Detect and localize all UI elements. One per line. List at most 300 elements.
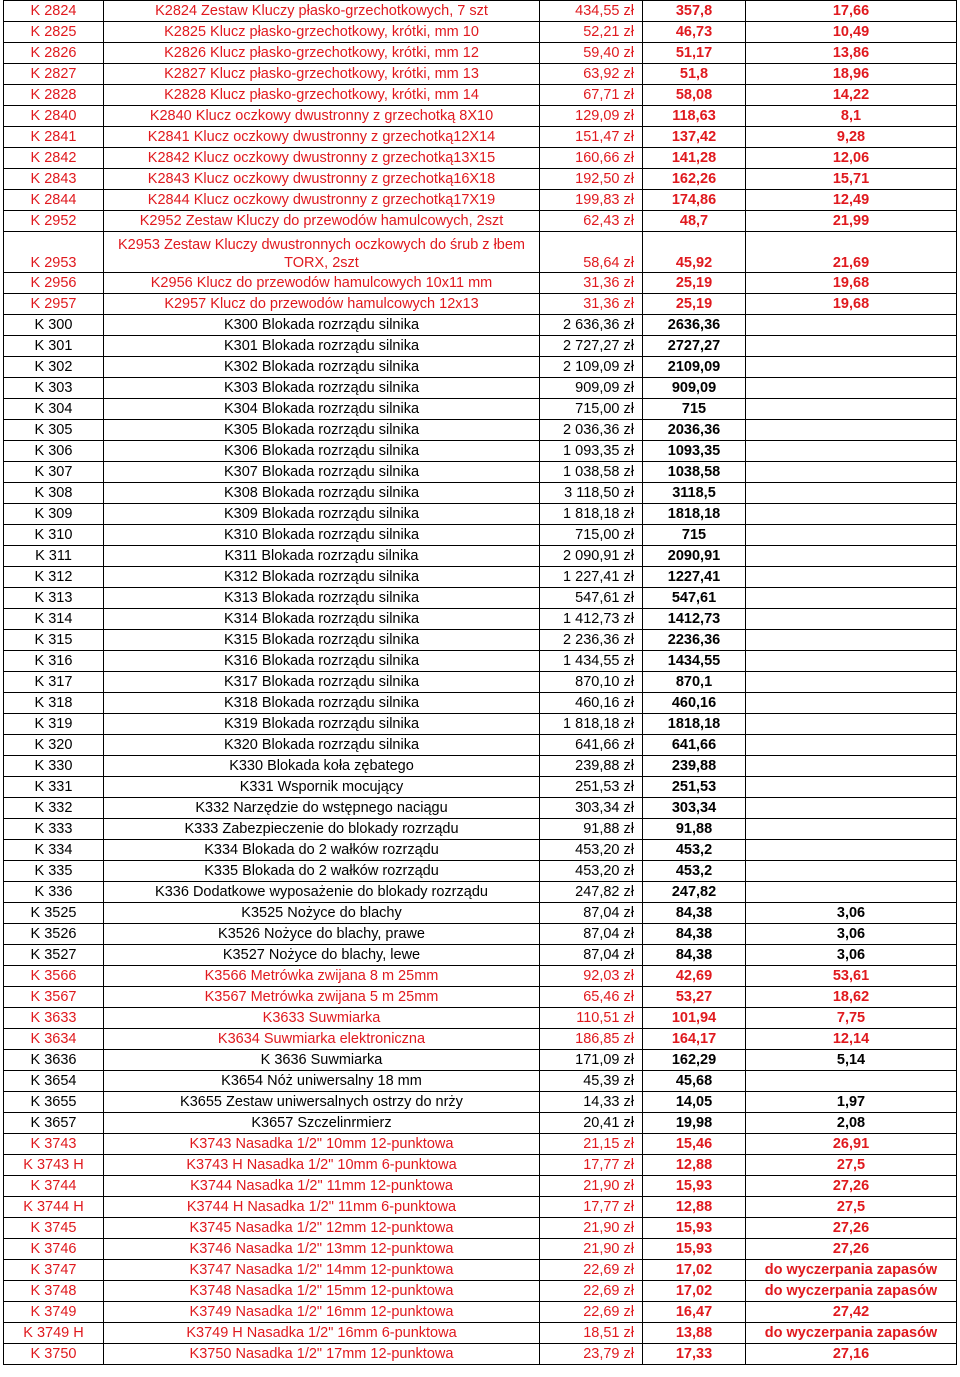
price-extra-cell: 27,5 <box>746 1197 957 1218</box>
price-extra-cell: 8,1 <box>746 106 957 127</box>
table-row <box>4 336 957 357</box>
product-name-cell: K314 Blokada rozrządu silnika <box>104 609 540 630</box>
price-net-cell: 239,88 <box>643 756 746 777</box>
product-name-cell: K 3636 Suwmiarka <box>104 1050 540 1071</box>
product-name-cell: K3654 Nóż uniwersalny 18 mm <box>104 1071 540 1092</box>
table-row <box>4 525 957 546</box>
table-row <box>4 1 957 22</box>
table-row <box>4 609 957 630</box>
product-code-cell: K 2844 <box>4 190 104 211</box>
price-extra-cell <box>746 441 957 462</box>
price-extra-cell: 27,42 <box>746 1302 957 1323</box>
price-extra-cell: 19,68 <box>746 294 957 315</box>
product-name-cell: K3744 H Nasadka 1/2" 11mm 6-punktowa <box>104 1197 540 1218</box>
price-net-cell: 3118,5 <box>643 483 746 504</box>
price-extra-cell: 13,86 <box>746 43 957 64</box>
price-gross-cell: 110,51 zł <box>540 1008 643 1029</box>
price-gross-cell: 1 093,35 zł <box>540 441 643 462</box>
product-name-cell: K3748 Nasadka 1/2" 15mm 12-punktowa <box>104 1281 540 1302</box>
price-gross-cell: 460,16 zł <box>540 693 643 714</box>
table-row <box>4 504 957 525</box>
price-net-cell: 453,2 <box>643 840 746 861</box>
price-net-cell: 1434,55 <box>643 651 746 672</box>
price-net-cell: 2636,36 <box>643 315 746 336</box>
product-name-cell: K3749 H Nasadka 1/2" 16mm 6-punktowa <box>104 1323 540 1344</box>
price-net-cell: 547,61 <box>643 588 746 609</box>
product-name-cell: K3750 Nasadka 1/2" 17mm 12-punktowa <box>104 1344 540 1365</box>
table-row <box>4 735 957 756</box>
price-gross-cell: 58,64 zł <box>540 232 643 273</box>
table-row <box>4 630 957 651</box>
table-row <box>4 819 957 840</box>
product-code-cell: K 2842 <box>4 148 104 169</box>
price-gross-cell: 21,90 zł <box>540 1176 643 1197</box>
price-net-cell: 12,88 <box>643 1155 746 1176</box>
table-row <box>4 378 957 399</box>
product-code-cell: K 3654 <box>4 1071 104 1092</box>
price-net-cell: 15,93 <box>643 1218 746 1239</box>
product-name-cell: K330 Blokada koła zębatego <box>104 756 540 777</box>
table-row <box>4 924 957 945</box>
price-extra-cell: 27,16 <box>746 1344 957 1365</box>
price-net-cell: 12,88 <box>643 1197 746 1218</box>
price-net-cell: 17,02 <box>643 1260 746 1281</box>
price-gross-cell: 247,82 zł <box>540 882 643 903</box>
price-gross-cell: 2 109,09 zł <box>540 357 643 378</box>
price-gross-cell: 192,50 zł <box>540 169 643 190</box>
price-net-cell: 51,17 <box>643 43 746 64</box>
product-code-cell: K 2840 <box>4 106 104 127</box>
product-name-cell: K334 Blokada do 2 wałków rozrządu <box>104 840 540 861</box>
price-extra-cell: 17,66 <box>746 1 957 22</box>
product-code-cell: K 2827 <box>4 64 104 85</box>
price-gross-cell: 63,92 zł <box>540 64 643 85</box>
product-name-cell: K2843 Klucz oczkowy dwustronny z grzechotką16X18 <box>104 169 540 190</box>
product-name-cell: K303 Blokada rozrządu silnika <box>104 378 540 399</box>
product-name-cell: K2828 Klucz płasko-grzechotkowy, krótki, mm 14 <box>104 85 540 106</box>
price-gross-cell: 22,69 zł <box>540 1260 643 1281</box>
price-net-cell: 42,69 <box>643 966 746 987</box>
price-net-cell: 715 <box>643 525 746 546</box>
price-extra-cell <box>746 672 957 693</box>
price-gross-cell: 171,09 zł <box>540 1050 643 1071</box>
product-code-cell: K 311 <box>4 546 104 567</box>
price-net-cell: 16,47 <box>643 1302 746 1323</box>
price-extra-cell <box>746 420 957 441</box>
table-row <box>4 22 957 43</box>
price-net-cell: 101,94 <box>643 1008 746 1029</box>
price-gross-cell: 3 118,50 zł <box>540 483 643 504</box>
price-gross-cell: 14,33 zł <box>540 1092 643 1113</box>
product-code-cell: K 333 <box>4 819 104 840</box>
product-code-cell: K 308 <box>4 483 104 504</box>
product-name-cell: K315 Blokada rozrządu silnika <box>104 630 540 651</box>
price-extra-cell: 26,91 <box>746 1134 957 1155</box>
price-gross-cell: 67,71 zł <box>540 85 643 106</box>
product-code-cell: K 3525 <box>4 903 104 924</box>
price-gross-cell: 251,53 zł <box>540 777 643 798</box>
table-row <box>4 1239 957 1260</box>
price-net-cell: 2236,36 <box>643 630 746 651</box>
product-name-cell: K3744 Nasadka 1/2" 11mm 12-punktowa <box>104 1176 540 1197</box>
price-extra-cell <box>746 336 957 357</box>
price-extra-cell: 7,75 <box>746 1008 957 1029</box>
price-extra-cell <box>746 735 957 756</box>
table-row <box>4 966 957 987</box>
product-name-cell: K300 Blokada rozrządu silnika <box>104 315 540 336</box>
price-extra-cell: 3,06 <box>746 924 957 945</box>
product-name-cell: K336 Dodatkowe wyposażenie do blokady rozrządu <box>104 882 540 903</box>
product-name-cell: K311 Blokada rozrządu silnika <box>104 546 540 567</box>
table-row <box>4 64 957 85</box>
product-name-cell: K3747 Nasadka 1/2" 14mm 12-punktowa <box>104 1260 540 1281</box>
price-gross-cell: 1 038,58 zł <box>540 462 643 483</box>
price-gross-cell: 239,88 zł <box>540 756 643 777</box>
table-row <box>4 85 957 106</box>
price-extra-cell: do wyczerpania zapasów <box>746 1323 957 1344</box>
price-gross-cell: 1 818,18 zł <box>540 504 643 525</box>
table-row <box>4 190 957 211</box>
product-code-cell: K 307 <box>4 462 104 483</box>
price-gross-cell: 20,41 zł <box>540 1113 643 1134</box>
price-gross-cell: 1 412,73 zł <box>540 609 643 630</box>
price-gross-cell: 2 090,91 zł <box>540 546 643 567</box>
table-row <box>4 840 957 861</box>
price-net-cell: 174,86 <box>643 190 746 211</box>
price-net-cell: 2727,27 <box>643 336 746 357</box>
product-code-cell: K 3526 <box>4 924 104 945</box>
price-net-cell: 2090,91 <box>643 546 746 567</box>
product-code-cell: K 3633 <box>4 1008 104 1029</box>
product-code-cell: K 3636 <box>4 1050 104 1071</box>
table-row <box>4 987 957 1008</box>
product-name-cell: K302 Blokada rozrządu silnika <box>104 357 540 378</box>
table-row <box>4 315 957 336</box>
price-gross-cell: 87,04 zł <box>540 903 643 924</box>
table-row <box>4 1197 957 1218</box>
price-extra-cell <box>746 483 957 504</box>
table-row <box>4 861 957 882</box>
product-code-cell: K 312 <box>4 567 104 588</box>
product-code-cell: K 2826 <box>4 43 104 64</box>
price-net-cell: 247,82 <box>643 882 746 903</box>
price-gross-cell: 434,55 zł <box>540 1 643 22</box>
product-name-cell: K3527 Nożyce do blachy, lewe <box>104 945 540 966</box>
product-code-cell: K 2824 <box>4 1 104 22</box>
price-extra-cell <box>746 357 957 378</box>
price-net-cell: 909,09 <box>643 378 746 399</box>
price-net-cell: 91,88 <box>643 819 746 840</box>
price-gross-cell: 715,00 zł <box>540 525 643 546</box>
table-row <box>4 148 957 169</box>
product-code-cell: K 3744 <box>4 1176 104 1197</box>
price-net-cell: 2109,09 <box>643 357 746 378</box>
product-code-cell: K 2956 <box>4 273 104 294</box>
product-name-cell: K2825 Klucz płasko-grzechotkowy, krótki, mm 10 <box>104 22 540 43</box>
product-name-cell: K320 Blokada rozrządu silnika <box>104 735 540 756</box>
price-gross-cell: 1 434,55 zł <box>540 651 643 672</box>
product-code-cell: K 2828 <box>4 85 104 106</box>
price-net-cell: 715 <box>643 399 746 420</box>
price-net-cell: 84,38 <box>643 924 746 945</box>
product-code-cell: K 2953 <box>4 232 104 273</box>
table-row <box>4 1134 957 1155</box>
product-code-cell: K 334 <box>4 840 104 861</box>
table-row <box>4 462 957 483</box>
product-code-cell: K 300 <box>4 315 104 336</box>
price-gross-cell: 186,85 zł <box>540 1029 643 1050</box>
product-code-cell: K 320 <box>4 735 104 756</box>
table-row <box>4 1281 957 1302</box>
price-gross-cell: 17,77 zł <box>540 1197 643 1218</box>
product-name-cell: K335 Blokada do 2 wałków rozrządu <box>104 861 540 882</box>
price-gross-cell: 21,90 zł <box>540 1218 643 1239</box>
product-code-cell: K 335 <box>4 861 104 882</box>
price-net-cell: 25,19 <box>643 294 746 315</box>
price-extra-cell <box>746 462 957 483</box>
price-gross-cell: 45,39 zł <box>540 1071 643 1092</box>
product-name-cell: K2842 Klucz oczkowy dwustronny z grzechotką13X15 <box>104 148 540 169</box>
product-name-cell: K3745 Nasadka 1/2" 12mm 12-punktowa <box>104 1218 540 1239</box>
price-net-cell: 17,33 <box>643 1344 746 1365</box>
price-extra-cell: 10,49 <box>746 22 957 43</box>
price-net-cell: 118,63 <box>643 106 746 127</box>
table-row <box>4 294 957 315</box>
table-row <box>4 1260 957 1281</box>
product-code-cell: K 3527 <box>4 945 104 966</box>
price-extra-cell <box>746 861 957 882</box>
price-extra-cell <box>746 798 957 819</box>
price-extra-cell: do wyczerpania zapasów <box>746 1281 957 1302</box>
price-extra-cell <box>746 882 957 903</box>
price-extra-cell <box>746 399 957 420</box>
price-net-cell: 15,93 <box>643 1176 746 1197</box>
price-gross-cell: 31,36 zł <box>540 294 643 315</box>
product-name-cell: K3526 Nożyce do blachy, prawe <box>104 924 540 945</box>
price-extra-cell: 18,62 <box>746 987 957 1008</box>
price-net-cell: 1038,58 <box>643 462 746 483</box>
price-gross-cell: 65,46 zł <box>540 987 643 1008</box>
product-name-cell: K2956 Klucz do przewodów hamulcowych 10x11 mm <box>104 273 540 294</box>
product-code-cell: K 306 <box>4 441 104 462</box>
product-name-cell: K2827 Klucz płasko-grzechotkowy, krótki, mm 13 <box>104 64 540 85</box>
table-row <box>4 1029 957 1050</box>
price-gross-cell: 22,69 zł <box>540 1302 643 1323</box>
table-row <box>4 588 957 609</box>
table-row <box>4 483 957 504</box>
price-net-cell: 1818,18 <box>643 714 746 735</box>
product-code-cell: K 3747 <box>4 1260 104 1281</box>
table-row <box>4 882 957 903</box>
table-row <box>4 1302 957 1323</box>
product-name-cell: K3525 Nożyce do blachy <box>104 903 540 924</box>
product-name-cell: K305 Blokada rozrządu silnika <box>104 420 540 441</box>
product-name-cell: K2826 Klucz płasko-grzechotkowy, krótki, mm 12 <box>104 43 540 64</box>
price-net-cell: 13,88 <box>643 1323 746 1344</box>
product-name-cell: K308 Blokada rozrządu silnika <box>104 483 540 504</box>
table-row <box>4 357 957 378</box>
price-net-cell: 164,17 <box>643 1029 746 1050</box>
price-gross-cell: 160,66 zł <box>540 148 643 169</box>
table-row <box>4 903 957 924</box>
price-extra-cell: 21,99 <box>746 211 957 232</box>
product-name-cell: K333 Zabezpieczenie do blokady rozrządu <box>104 819 540 840</box>
product-name-cell: K3633 Suwmiarka <box>104 1008 540 1029</box>
product-name-cell: K310 Blokada rozrządu silnika <box>104 525 540 546</box>
product-code-cell: K 3743 <box>4 1134 104 1155</box>
price-gross-cell: 31,36 zł <box>540 273 643 294</box>
price-net-cell: 460,16 <box>643 693 746 714</box>
price-extra-cell: 12,06 <box>746 148 957 169</box>
table-row <box>4 1344 957 1365</box>
product-name-cell: K3655 Zestaw uniwersalnych ostrzy do nrży <box>104 1092 540 1113</box>
price-gross-cell: 21,90 zł <box>540 1239 643 1260</box>
price-net-cell: 53,27 <box>643 987 746 1008</box>
price-gross-cell: 129,09 zł <box>540 106 643 127</box>
price-net-cell: 19,98 <box>643 1113 746 1134</box>
price-gross-cell: 870,10 zł <box>540 672 643 693</box>
price-extra-cell <box>746 567 957 588</box>
price-extra-cell <box>746 1071 957 1092</box>
price-net-cell: 1227,41 <box>643 567 746 588</box>
product-code-cell: K 310 <box>4 525 104 546</box>
product-code-cell: K 2957 <box>4 294 104 315</box>
price-gross-cell: 453,20 zł <box>540 840 643 861</box>
table-row <box>4 441 957 462</box>
price-net-cell: 2036,36 <box>643 420 746 441</box>
price-net-cell: 15,93 <box>643 1239 746 1260</box>
table-row <box>4 798 957 819</box>
product-name-cell: K2952 Zestaw Kluczy do przewodów hamulcowych, 2szt <box>104 211 540 232</box>
product-code-cell: K 3749 H <box>4 1323 104 1344</box>
table-row <box>4 1218 957 1239</box>
price-gross-cell: 453,20 zł <box>540 861 643 882</box>
price-extra-cell <box>746 819 957 840</box>
product-name-cell: K3743 Nasadka 1/2" 10mm 12-punktowa <box>104 1134 540 1155</box>
product-code-cell: K 336 <box>4 882 104 903</box>
product-code-cell: K 3744 H <box>4 1197 104 1218</box>
price-net-cell: 51,8 <box>643 64 746 85</box>
price-gross-cell: 92,03 zł <box>540 966 643 987</box>
product-name-cell: K2840 Klucz oczkowy dwustronny z grzechotką 8X10 <box>104 106 540 127</box>
price-net-cell: 453,2 <box>643 861 746 882</box>
price-extra-cell: 15,71 <box>746 169 957 190</box>
product-code-cell: K 316 <box>4 651 104 672</box>
price-extra-cell <box>746 315 957 336</box>
price-gross-cell: 1 227,41 zł <box>540 567 643 588</box>
price-extra-cell: 27,26 <box>746 1239 957 1260</box>
product-code-cell: K 305 <box>4 420 104 441</box>
product-code-cell: K 3745 <box>4 1218 104 1239</box>
price-extra-cell: 53,61 <box>746 966 957 987</box>
price-extra-cell: 21,69 <box>746 232 957 273</box>
price-net-cell: 251,53 <box>643 777 746 798</box>
product-code-cell: K 301 <box>4 336 104 357</box>
table-row <box>4 1323 957 1344</box>
price-extra-cell: 1,97 <box>746 1092 957 1113</box>
product-code-cell: K 2841 <box>4 127 104 148</box>
price-extra-cell: 14,22 <box>746 85 957 106</box>
product-name-cell: K307 Blokada rozrządu silnika <box>104 462 540 483</box>
product-code-cell: K 319 <box>4 714 104 735</box>
product-name-cell: K3749 Nasadka 1/2" 16mm 12-punktowa <box>104 1302 540 1323</box>
price-extra-cell <box>746 588 957 609</box>
price-net-cell: 58,08 <box>643 85 746 106</box>
price-net-cell: 1093,35 <box>643 441 746 462</box>
table-row <box>4 672 957 693</box>
price-net-cell: 137,42 <box>643 127 746 148</box>
price-net-cell: 45,68 <box>643 1071 746 1092</box>
price-net-cell: 14,05 <box>643 1092 746 1113</box>
product-code-cell: K 304 <box>4 399 104 420</box>
price-gross-cell: 547,61 zł <box>540 588 643 609</box>
price-extra-cell: 12,14 <box>746 1029 957 1050</box>
product-name-cell: K2824 Zestaw Kluczy płasko-grzechotkowych, 7 szt <box>104 1 540 22</box>
price-gross-cell: 2 727,27 zł <box>540 336 643 357</box>
price-extra-cell <box>746 840 957 861</box>
table-row <box>4 546 957 567</box>
table-row <box>4 651 957 672</box>
product-name-cell: K313 Blokada rozrządu silnika <box>104 588 540 609</box>
price-gross-cell: 87,04 zł <box>540 945 643 966</box>
price-extra-cell: 3,06 <box>746 903 957 924</box>
price-extra-cell <box>746 777 957 798</box>
price-net-cell: 45,92 <box>643 232 746 273</box>
product-name-cell: K3567 Metrówka zwijana 5 m 25mm <box>104 987 540 1008</box>
table-row <box>4 1092 957 1113</box>
table-row <box>4 567 957 588</box>
price-extra-cell <box>746 504 957 525</box>
price-extra-cell: 27,5 <box>746 1155 957 1176</box>
product-code-cell: K 2825 <box>4 22 104 43</box>
price-net-cell: 46,73 <box>643 22 746 43</box>
product-code-cell: K 318 <box>4 693 104 714</box>
price-extra-cell: 12,49 <box>746 190 957 211</box>
table-row <box>4 399 957 420</box>
table-row <box>4 714 957 735</box>
price-extra-cell: 27,26 <box>746 1218 957 1239</box>
table-row <box>4 1155 957 1176</box>
price-extra-cell: 2,08 <box>746 1113 957 1134</box>
price-gross-cell: 62,43 zł <box>540 211 643 232</box>
price-gross-cell: 199,83 zł <box>540 190 643 211</box>
product-code-cell: K 2952 <box>4 211 104 232</box>
product-code-cell: K 3746 <box>4 1239 104 1260</box>
product-code-cell: K 3749 <box>4 1302 104 1323</box>
price-gross-cell: 21,15 zł <box>540 1134 643 1155</box>
product-name-cell: K331 Wspornik mocujący <box>104 777 540 798</box>
product-name-cell: K312 Blokada rozrządu silnika <box>104 567 540 588</box>
price-gross-cell: 641,66 zł <box>540 735 643 756</box>
price-extra-cell <box>746 525 957 546</box>
price-gross-cell: 715,00 zł <box>540 399 643 420</box>
table-row <box>4 1071 957 1092</box>
price-extra-cell <box>746 630 957 651</box>
product-name-cell: K309 Blokada rozrządu silnika <box>104 504 540 525</box>
price-gross-cell: 2 236,36 zł <box>540 630 643 651</box>
product-name-cell: K317 Blokada rozrządu silnika <box>104 672 540 693</box>
price-list-body <box>4 1 957 1365</box>
price-gross-cell: 87,04 zł <box>540 924 643 945</box>
price-extra-cell: 18,96 <box>746 64 957 85</box>
price-extra-cell: do wyczerpania zapasów <box>746 1260 957 1281</box>
price-extra-cell: 5,14 <box>746 1050 957 1071</box>
price-gross-cell: 52,21 zł <box>540 22 643 43</box>
price-extra-cell <box>746 756 957 777</box>
table-row <box>4 211 957 232</box>
product-name-cell: K3634 Suwmiarka elektroniczna <box>104 1029 540 1050</box>
price-net-cell: 162,26 <box>643 169 746 190</box>
